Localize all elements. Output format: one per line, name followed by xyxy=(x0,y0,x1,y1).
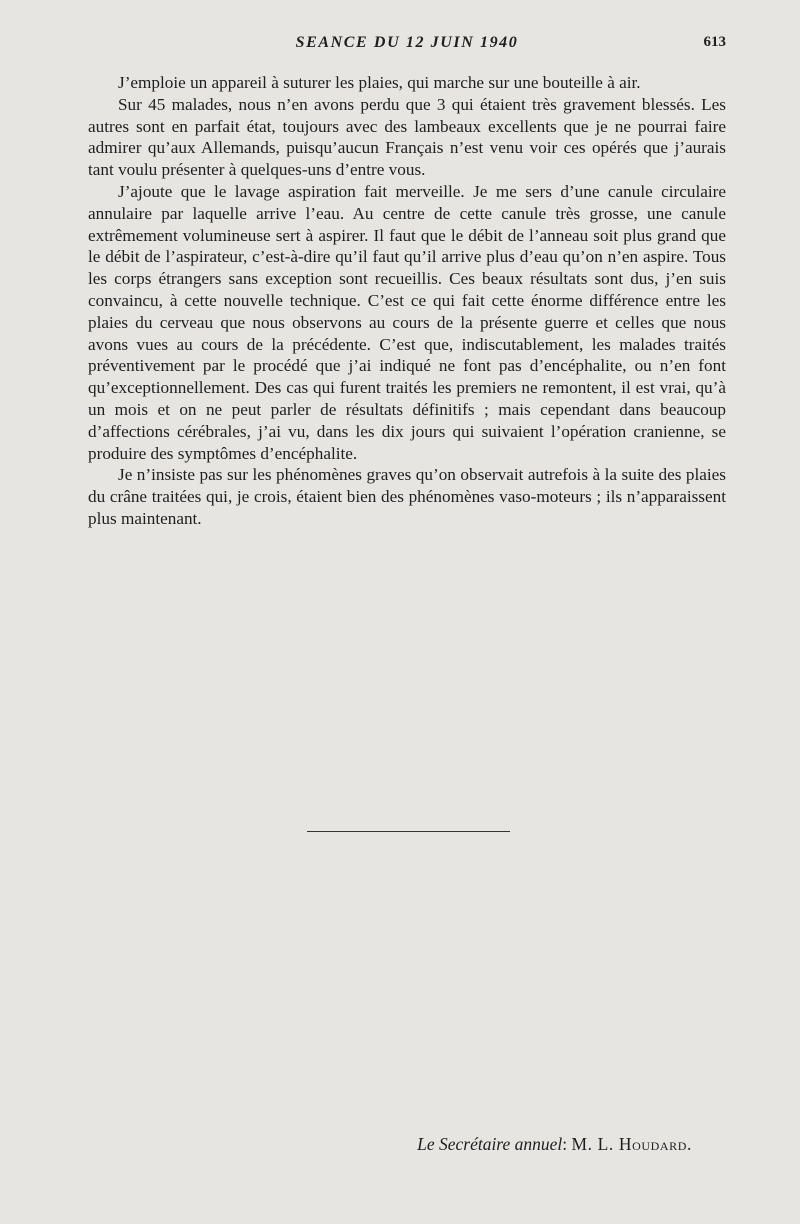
paragraph-2: Sur 45 malades, nous n’en avons perdu que 3 qui étaient très gravement blessés. Les autres sont en parfait état, toujours avec des lambeaux excellents que je ne pourrai faire admirer qu’aux Allemands, puisqu’aucun Français n’est venu voir ces opérés que j’aurais tant voulu présenter à quelques-uns d’entre vous. xyxy=(88,94,726,180)
paragraph-4: Je n’insiste pas sur les phénomènes graves qu’on observait autrefois à la suite des plaies du crâne traitées qui, je crois, étaient bien des phénomènes vaso-moteurs ; ils n’apparaissent plus maintenant. xyxy=(88,465,726,528)
paragraph-1: J’emploie un appareil à suturer les plaies, qui marche sur une bouteille à air. xyxy=(118,73,641,92)
body-text xyxy=(88,72,726,530)
signature-name: M. L. Houdard. xyxy=(571,1134,692,1154)
page-header xyxy=(88,34,726,56)
signature-role: Le Secrétaire annuel xyxy=(417,1134,563,1154)
running-title: SEANCE DU 12 JUIN 1940 xyxy=(295,34,519,51)
section-divider xyxy=(307,831,510,832)
signature xyxy=(417,1134,692,1155)
page-number: 613 xyxy=(703,34,726,50)
paragraph-3: J’ajoute que le lavage aspiration fait merveille. Je me sers d’une canule circulaire annulaire par laquelle arrive l’eau. Au centre de cette canule très grosse, une canule extrêmement volumineuse sert à aspirer. Il faut que le débit de l’anneau soit plus grand que le débit de l’aspirateur, c’est-à-dire qu’il faut qu’il arrive plus d’eau qu’on n’en aspire. Tous les corps étrangers sans exception sont recueillis. Ces beaux résultats sont dus, j’en suis convaincu, à cette nouvelle technique. C’est ce qui fait cette énorme différence entre les plaies du cerveau que nous observons au cours de la présente guerre et celles que nous avons vues au cours de la précédente. C’est que, indiscutablement, les malades traités préventivement par le procédé que j’ai indiqué ne font pas d’encéphalite, ou n’en font qu’exceptionnellement. Des cas qui furent traités les premiers ne remontent, il est vrai, qu’à un mois et on ne peut parler de résultats définitifs ; mais cependant dans beaucoup d’affections cérébrales, j’ai vu, dans les dix jours qui suivaient l’opération cranienne, se produire des symptômes d’encéphalite. xyxy=(88,181,726,463)
signature-separator: : xyxy=(562,1134,568,1154)
